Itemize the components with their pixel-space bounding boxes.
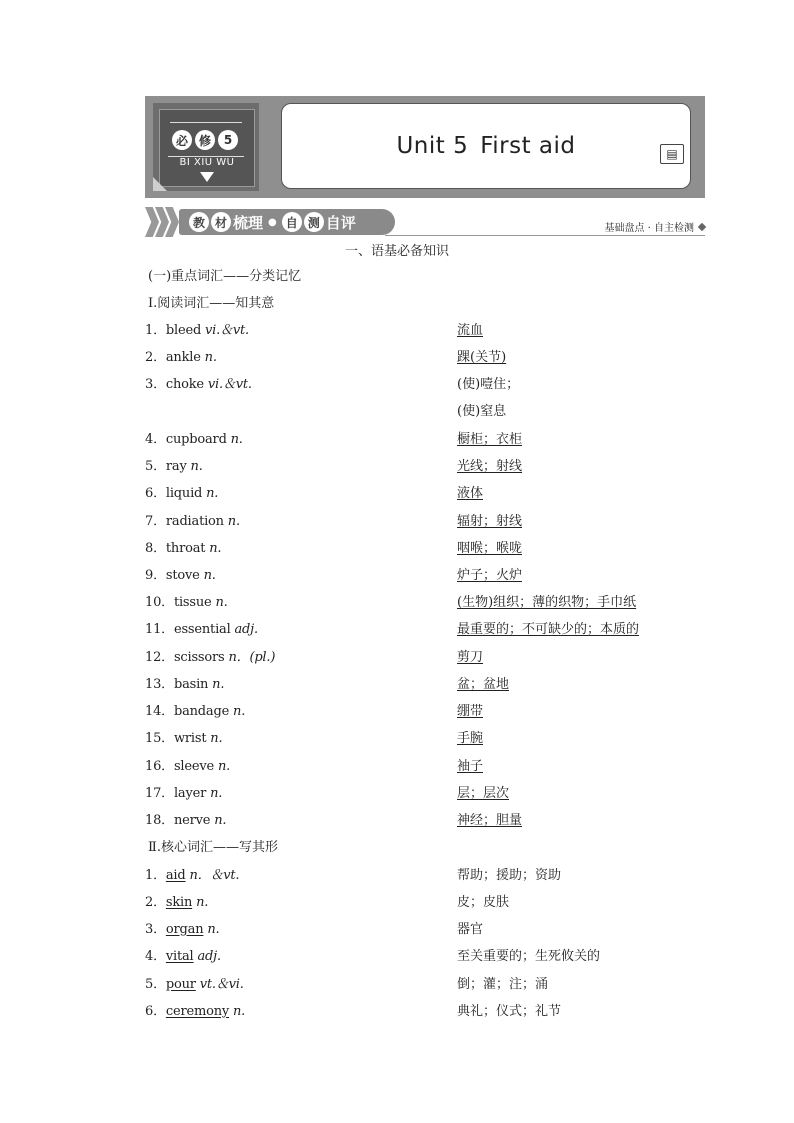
item-meaning: 倒；灌；注；涌 [457, 977, 549, 992]
item-meaning: 手腕 [457, 731, 484, 746]
item-word: sleeve [173, 759, 215, 774]
item-meaning: (生物)组织；薄的织物；手巾纸 [457, 595, 637, 610]
item-number: 10． [145, 595, 174, 610]
item-word: liquid [165, 486, 203, 501]
list-item [145, 730, 222, 748]
item-word: ankle [165, 350, 201, 365]
item-meaning: 液体 [457, 486, 484, 501]
item-number: 2． [145, 350, 166, 365]
item-meaning: 袖子 [457, 759, 484, 774]
list-item [145, 594, 228, 612]
item-number: 7． [145, 514, 166, 529]
item-number: 13． [145, 677, 174, 692]
list-item [145, 948, 221, 966]
badge-number: 5 [218, 130, 238, 150]
item-word: throat [165, 541, 206, 556]
item-pos: n. [212, 677, 225, 692]
item-word: bandage [173, 704, 230, 719]
item-number: 1． [145, 868, 166, 883]
item-number: 2． [145, 895, 166, 910]
item-pos: n. [210, 731, 223, 746]
item-word: layer [173, 786, 207, 801]
list-item [145, 1003, 245, 1021]
unit-title: Unit 5 First aid [396, 133, 576, 159]
list-item [145, 322, 249, 340]
list-item [145, 621, 258, 639]
item-pos: n. [230, 432, 243, 447]
item-word: scissors [173, 650, 225, 665]
item-meaning: (使)窒息 [457, 404, 507, 419]
item-word: stove [165, 568, 200, 583]
list-item [145, 458, 203, 476]
item-word: pour [165, 977, 196, 992]
part1-title: Ⅰ.阅读词汇——知其意 [148, 296, 275, 311]
section-subtitle: 基础盘点 · 自主检测 [604, 219, 705, 234]
list-item [145, 513, 240, 531]
unit-banner [145, 96, 705, 198]
item-meaning: 流血 [457, 323, 484, 338]
item-pos: n．＆vt. [189, 868, 240, 883]
item-word: basin [173, 677, 209, 692]
page-fold-icon [153, 177, 167, 191]
item-meaning: 神经；胆量 [457, 813, 523, 828]
diamond-icon [698, 222, 706, 230]
item-number: 17． [145, 786, 174, 801]
list-item [145, 540, 221, 558]
item-word: skin [165, 895, 193, 910]
list-item [145, 867, 239, 885]
badge-divider [170, 122, 242, 123]
section-underline [385, 235, 705, 236]
item-pos: n. [207, 922, 220, 937]
list-item [145, 567, 216, 585]
item-pos: n. [196, 895, 209, 910]
unit-title-box [281, 103, 691, 189]
section-char: 测 [304, 212, 324, 232]
item-word: essential [173, 622, 231, 637]
list-item [145, 894, 208, 912]
item-pos: n. [190, 459, 203, 474]
item-word: organ [165, 922, 204, 937]
item-meaning: 光线；射线 [457, 459, 523, 474]
item-meaning: 帮助；援助；资助 [457, 868, 562, 883]
badge-char: 修 [195, 130, 215, 150]
item-number: 18． [145, 813, 174, 828]
item-word: tissue [173, 595, 212, 610]
item-meaning: 层；层次 [457, 786, 510, 801]
item-pos: adj. [234, 622, 258, 637]
item-number: 12． [145, 650, 174, 665]
item-pos: n. [232, 1004, 246, 1019]
item-word: cupboard [165, 432, 227, 447]
list-item [145, 758, 230, 776]
list-item [145, 812, 226, 830]
subheading: (一)重点词汇——分类记忆 [148, 269, 302, 284]
item-meaning: 剪刀 [457, 650, 484, 665]
section-char: 自 [282, 212, 302, 232]
item-meaning: 典礼；仪式；礼节 [457, 1004, 562, 1019]
item-word: aid [165, 868, 186, 883]
item-pos: n. [214, 813, 227, 828]
list-item [145, 676, 224, 694]
item-meaning: 炉子；火炉 [457, 568, 523, 583]
item-number: 8． [145, 541, 166, 556]
item-pos: n. [233, 704, 246, 719]
item-pos: n. [210, 786, 223, 801]
list-item [145, 349, 217, 367]
item-meaning: 咽喉；喉咙 [457, 541, 523, 556]
item-word: vital [165, 949, 194, 964]
item-word: ceremony [165, 1004, 230, 1019]
section-char: 教 [189, 212, 209, 232]
item-meaning: 盆；盆地 [457, 677, 510, 692]
item-word: radiation [165, 514, 224, 529]
item-number: 5． [145, 977, 166, 992]
item-word: choke [165, 377, 204, 392]
item-number: 4． [145, 432, 166, 447]
book-search-icon[interactable]: ▤ [660, 144, 684, 164]
item-number: 6． [145, 486, 166, 501]
item-number: 3． [145, 377, 166, 392]
item-pos: n. [206, 486, 219, 501]
item-pos: n. [203, 568, 216, 583]
item-meaning: 绷带 [457, 704, 484, 719]
section-text: 梳理 [233, 213, 264, 232]
list-item [145, 921, 219, 939]
item-meaning: 橱柜；衣柜 [457, 432, 523, 447]
section-text: 自评 [325, 213, 356, 232]
item-word: bleed [165, 323, 202, 338]
item-meaning: 器官 [457, 922, 484, 937]
badge-pinyin: BI XIU WU [179, 157, 235, 168]
item-number: 3． [145, 922, 166, 937]
item-meaning: 至关重要的；生死攸关的 [457, 949, 601, 964]
item-number: 15． [145, 731, 174, 746]
item-pos: n. [215, 595, 228, 610]
item-pos: vt.＆vi. [199, 977, 244, 992]
item-pos: adj. [197, 949, 221, 964]
item-meaning: 最重要的；不可缺少的；本质的 [457, 622, 640, 637]
list-item [145, 485, 218, 503]
list-item [145, 649, 275, 667]
triangle-down-icon [200, 172, 214, 182]
item-pos: n．(pl.) [228, 650, 276, 665]
item-number: 6． [145, 1004, 166, 1019]
item-number: 5． [145, 459, 166, 474]
dot-separator: ● [268, 216, 277, 228]
section-char: 材 [211, 212, 231, 232]
textbook-badge [153, 103, 259, 191]
part2-title: Ⅱ.核心词汇——写其形 [148, 840, 278, 855]
item-number: 16． [145, 759, 174, 774]
item-word: nerve [173, 813, 211, 828]
item-meaning: 辐射；射线 [457, 514, 523, 529]
item-pos: vi.＆vt. [207, 377, 252, 392]
section-header [145, 207, 705, 237]
item-pos: vi.＆vt. [205, 323, 249, 338]
item-number: 4． [145, 949, 166, 964]
list-item [145, 703, 245, 721]
item-pos: n. [227, 514, 240, 529]
list-item [145, 976, 244, 994]
list-item [145, 785, 222, 803]
item-meaning: (使)噎住； [457, 377, 520, 392]
item-pos: n. [209, 541, 222, 556]
item-meaning: 踝(关节) [457, 350, 507, 365]
item-number: 14． [145, 704, 174, 719]
list-item [145, 431, 243, 449]
list-item [145, 376, 252, 394]
item-number: 9． [145, 568, 166, 583]
item-pos: n. [204, 350, 217, 365]
badge-char: 必 [172, 130, 192, 150]
section-title [179, 209, 395, 235]
item-pos: n. [217, 759, 231, 774]
item-number: 11． [145, 622, 174, 637]
item-number: 1． [145, 323, 166, 338]
item-meaning: 皮；皮肤 [457, 895, 510, 910]
section-heading: 一、语基必备知识 [344, 244, 449, 259]
item-word: wrist [173, 731, 207, 746]
item-word: ray [165, 459, 187, 474]
